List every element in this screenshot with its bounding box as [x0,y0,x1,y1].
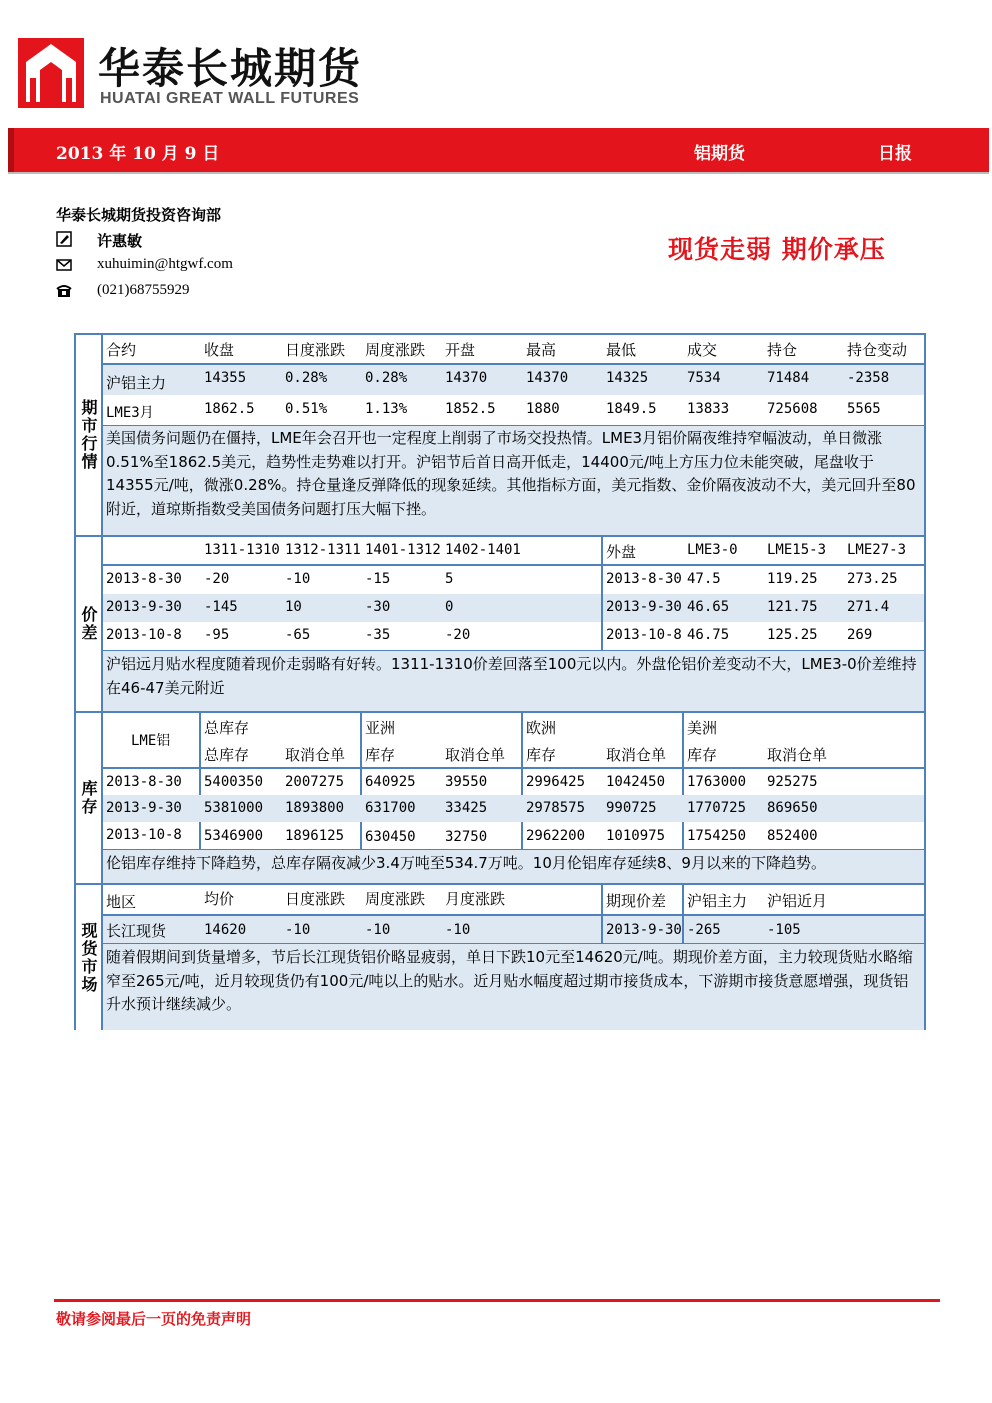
futures-header: 开盘 [445,341,476,359]
futures-header: 日度涨跌 [285,341,346,359]
spread-section [74,537,926,711]
futures-header: 周度涨跌 [365,341,426,359]
spot-commentary: 随着假期间到货量增多，节后长江现货铝价略显疲弱，单日下跌10元至14620元/吨。期现价差方面，主力较现货贴水略缩窄至265元/吨，近月较现货仍有100元/吨以上的贴水。近月贴水幅度超过期市接货成本，下游期市接货意愿增强，现货铝升水预计继续减少。 [106,948,913,1013]
phone-icon [56,283,72,299]
inventory-section-label: 库存 [74,713,103,883]
futures-header: 成交 [687,341,718,359]
table-row: LME3月 1862.5 0.51% 1.13% 1852.5 1880 1849.5 13833 725608 5565 [106,401,881,421]
mail-icon [56,257,72,273]
column-divider [601,885,603,943]
futures-header: 合约 [106,341,137,359]
table-row: 2013-9-30 5381000 1893800 631700 33425 2978575 990725 1770725 869650 [103,795,924,822]
spot-section-label: 现货市场 [74,885,103,1030]
inventory-section [74,713,926,883]
spot-section [74,885,926,1030]
futures-header: 持仓 [767,341,798,359]
inventory-header-row: LME铝 总库存 亚洲 欧洲 美洲 总库存 取消仓单 库存 取消仓单 库存 取消仓单 库存 取消仓单 [131,719,828,764]
logo-mark [18,38,84,108]
report-banner [8,128,989,172]
report-product: 铝期货 [694,144,745,164]
futures-header-row [103,335,924,363]
futures-section [74,335,926,535]
department-name: 华泰长城期货投资咨询部 [56,206,222,224]
futures-commentary: 美国债务问题仍在僵持，LME年会召开也一定程度上削弱了市场交投热情。LME3月铝价隔夜维持窄幅波动，单日微涨0.51%至1862.5美元，趋势性走势难以打开。沪铝节后首日高开低走，14400元/吨上方压力位未能突破，尾盘收于14355元/吨，微涨0.28%。持仓量逢反弹降低的现象延续。其他指标方面，美元指数、金价隔夜波动不大，美元回升至80附近，道琼斯指数受美国债务问题打压大幅下挫。 [106,429,916,518]
table-row: 2013-10-8 -95 -65 -35 -20 2013-10-8 46.75 125.25 269 [106,627,873,643]
spread-section-label: 价差 [74,537,103,711]
spread-header-row: 1311-1310 1312-1311 1401-1312 1402-1401 外盘 LME3-0 LME15-3 LME27-3 [204,542,907,561]
disclaimer-notice[interactable]: 敬请参阅最后一页的免责声明 [56,1310,252,1328]
report-date: 2013 年 10 月 9 日 [56,144,220,164]
futures-section-label: 期市行情 [74,335,103,535]
futures-header: 持仓变动 [847,341,908,359]
brand-name-cn: 华泰长城期货 [98,44,363,93]
inventory-commentary: 伦铝库存维持下降趋势，总库存隔夜减少3.4万吨至534.7万吨。10月伦铝库存延续8、9月以来的下降趋势。 [106,854,826,872]
table-row: 2013-10-8 5346900 1896125 630450 32750 2962200 1010975 1754250 852400 [106,827,818,845]
table-row: 2013-8-30 5400350 2007275 640925 39550 2996425 1042450 1763000 925275 [106,774,818,790]
banner-divider [8,172,989,174]
futures-header: 收盘 [204,341,235,359]
futures-header: 最低 [606,341,637,359]
futures-header: 最高 [526,341,557,359]
report-headline: 现货走弱 期价承压 [668,235,886,264]
column-divider [601,537,603,650]
footer-divider [54,1299,940,1302]
analyst-email[interactable]: xuhuimin@htgwf.com [97,256,233,272]
table-row: 长江现货 14620 -10 -10 -10 2013-9-30 -265 -105 [103,916,924,943]
spread-commentary: 沪铝远月贴水程度随着现价走弱略有好转。1311-1310价差回落至100元以内。外盘伦铝价差变动不大，LME3-0价差维持在46-47美元附近 [106,655,917,697]
table-row: 2013-8-30 -20 -10 -15 5 2013-8-30 47.5 119.25 273.25 [106,571,898,587]
table-row: 沪铝主力 14355 0.28% 0.28% 14370 14370 14325 7534 71484 -2358 [103,365,924,395]
edit-icon [56,231,72,247]
column-divider [682,885,684,943]
table-row: 2013-9-30 -145 10 -30 0 2013-9-30 46.65 121.75 271.4 [103,594,924,622]
analyst-phone: (021)68755929 [97,282,190,298]
brand-name-en: HUATAI GREAT WALL FUTURES [100,90,360,107]
market-table [74,333,926,1030]
analyst-name: 许惠敏 [97,232,143,250]
spot-header-row: 地区 均价 日度涨跌 周度涨跌 月度涨跌 期现价差 沪铝主力 沪铝近月 [106,890,828,911]
report-type: 日报 [878,144,912,164]
